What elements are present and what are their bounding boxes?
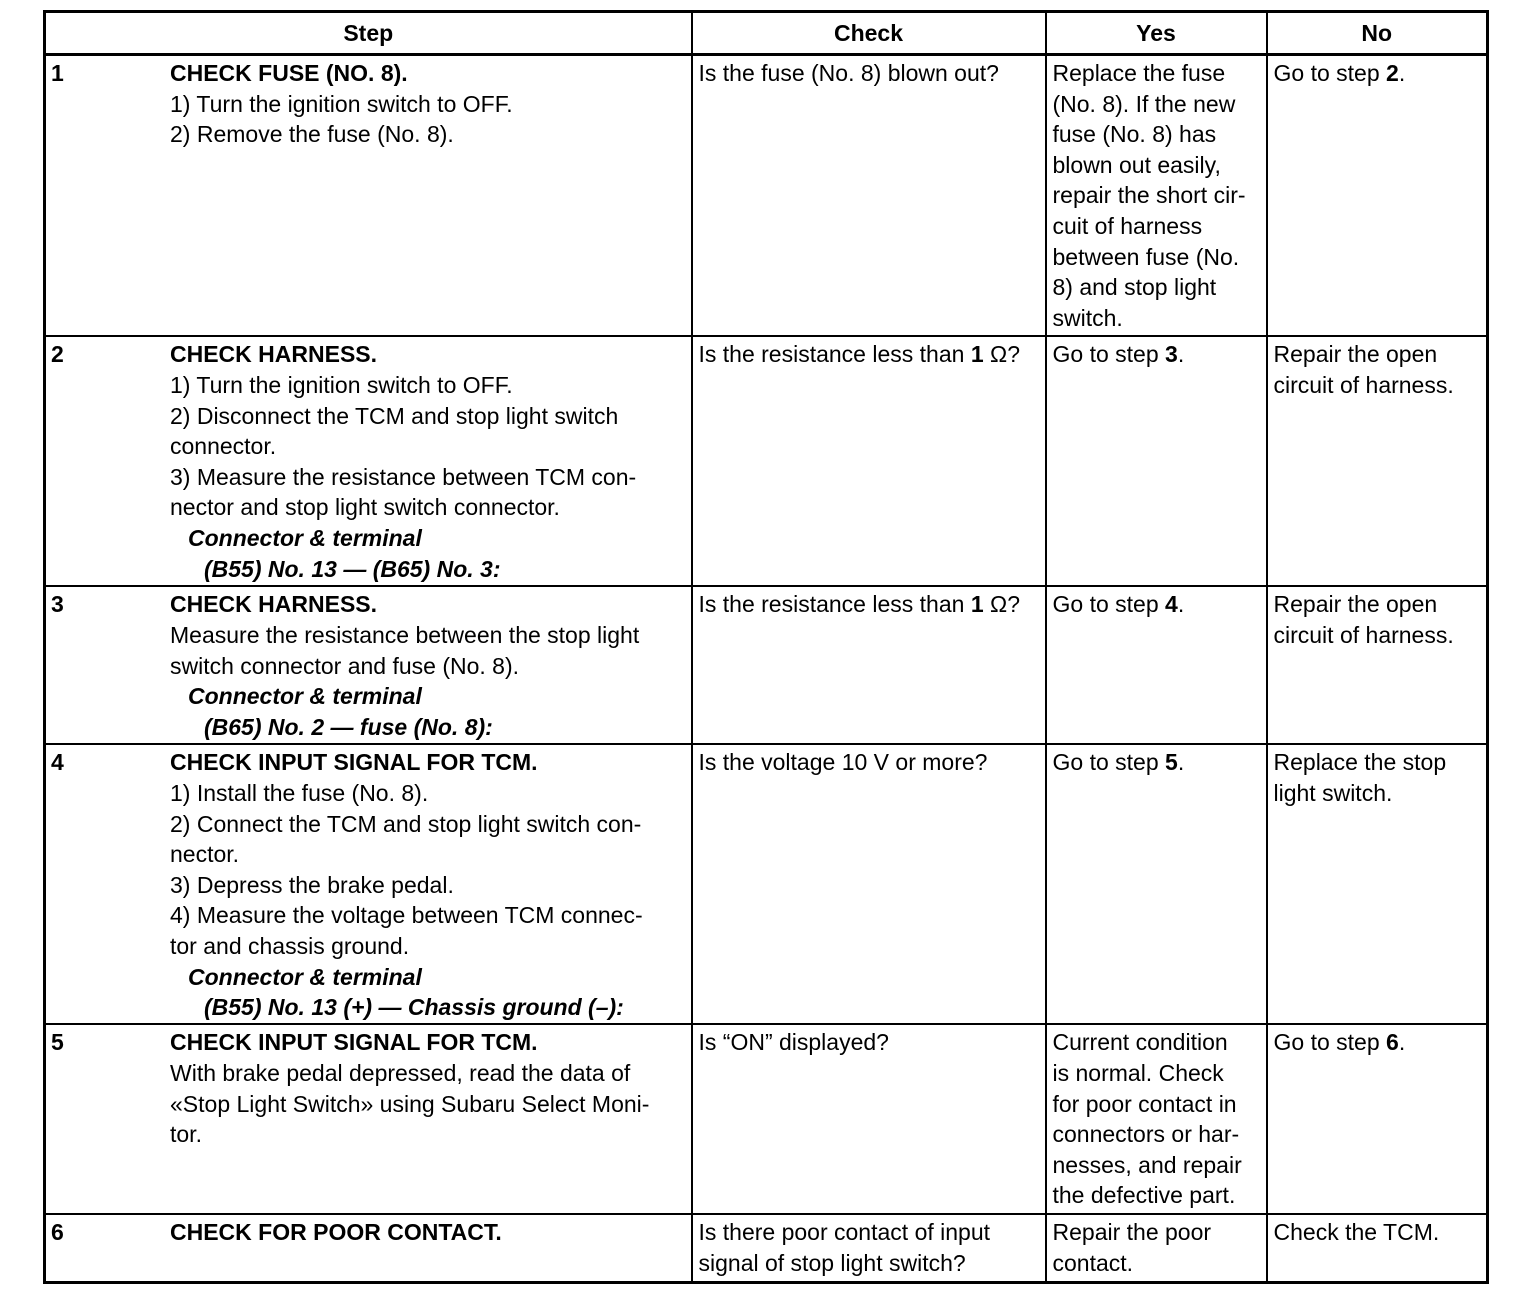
yes-line: is normal. Check: [1052, 1059, 1224, 1086]
header-step: Step: [45, 12, 692, 55]
check-text: Is “ON” displayed?: [698, 1029, 889, 1056]
yes-line: blown out easily,: [1052, 151, 1221, 178]
yes-text: Go to step: [1052, 749, 1166, 776]
yes-line: connectors or har-: [1052, 1121, 1240, 1148]
connector-value: (B55) No. 13 (+) — Chassis ground (–):: [204, 994, 624, 1021]
step-cell: [45, 744, 692, 1024]
yes-suffix: .: [1177, 341, 1185, 368]
connector-label: Connector & terminal: [188, 683, 422, 710]
step-title: CHECK INPUT SIGNAL FOR TCM.: [170, 1029, 538, 1056]
yes-line: fuse (No. 8) has: [1052, 121, 1217, 148]
check-suffix: Ω?: [983, 341, 1020, 368]
step-line: 1) Turn the ignition switch to OFF.: [170, 90, 513, 117]
check-value: 1: [970, 591, 984, 618]
diagnostic-table: [43, 10, 1489, 1284]
yes-cell: [1046, 336, 1267, 586]
no-suffix: .: [1398, 1029, 1406, 1056]
yes-line: 8) and stop light: [1052, 274, 1217, 301]
step-reference: 2: [1386, 60, 1399, 86]
check-cell: [692, 586, 1046, 744]
check-cell: [692, 336, 1046, 586]
check-value: 1: [970, 341, 984, 368]
check-suffix: Ω?: [983, 591, 1020, 618]
check-cell: [692, 55, 1046, 337]
no-text: Go to step: [1273, 1029, 1387, 1056]
step-line: 1) Turn the ignition switch to OFF.: [170, 371, 513, 398]
step-line: tor.: [170, 1121, 202, 1148]
step-cell: [45, 586, 692, 744]
step-title: CHECK FUSE (NO. 8).: [170, 60, 408, 86]
yes-cell: [1046, 1214, 1267, 1282]
yes-line: Replace the fuse: [1052, 60, 1226, 86]
step-number: 3: [51, 591, 64, 618]
connector-label: Connector & terminal: [188, 963, 422, 990]
header-no: No: [1267, 12, 1488, 55]
step-number: 6: [51, 1219, 64, 1246]
no-cell: [1267, 336, 1488, 586]
check-text: Is the voltage 10 V or more?: [698, 749, 988, 776]
check-text: Is the fuse (No. 8) blown out?: [698, 60, 999, 86]
step-title: CHECK HARNESS.: [170, 341, 378, 368]
table-row: [45, 1024, 1488, 1214]
yes-line: Current condition: [1052, 1029, 1228, 1056]
step-line: With brake pedal depressed, read the data of: [170, 1059, 631, 1086]
no-cell: [1267, 55, 1488, 337]
yes-line: repair the short cir-: [1052, 182, 1246, 209]
step-title: CHECK INPUT SIGNAL FOR TCM.: [170, 749, 538, 776]
yes-text: Go to step: [1052, 591, 1166, 618]
step-line: 3) Depress the brake pedal.: [170, 871, 454, 898]
yes-text: Go to step: [1052, 341, 1166, 368]
no-suffix: .: [1398, 60, 1406, 86]
yes-line: for poor contact in: [1052, 1090, 1237, 1117]
yes-line: contact.: [1052, 1249, 1134, 1276]
yes-line: nesses, and repair: [1052, 1151, 1242, 1178]
no-cell: [1267, 586, 1488, 744]
no-line: circuit of harness.: [1273, 621, 1454, 648]
step-cell: [45, 336, 692, 586]
step-reference: 3: [1165, 341, 1178, 368]
check-cell: [692, 744, 1046, 1024]
no-cell: [1267, 1214, 1488, 1282]
no-text: Go to step: [1273, 60, 1387, 86]
step-number: 5: [51, 1029, 64, 1056]
check-text: Is the resistance less than: [698, 591, 971, 618]
check-line: signal of stop light switch?: [698, 1249, 966, 1276]
check-cell: [692, 1214, 1046, 1282]
step-cell: [45, 1214, 692, 1282]
connector-value: (B65) No. 2 — fuse (No. 8):: [204, 713, 493, 740]
no-line: Repair the open: [1273, 591, 1438, 618]
step-line: «Stop Light Switch» using Subaru Select Moni-: [170, 1090, 650, 1117]
table-row: [45, 336, 1488, 586]
no-cell: [1267, 744, 1488, 1024]
step-number: 2: [51, 341, 64, 368]
step-line: 2) Connect the TCM and stop light switch con-: [170, 810, 642, 837]
check-text: Is the resistance less than: [698, 341, 971, 368]
step-number: 4: [51, 749, 64, 776]
step-reference: 4: [1165, 591, 1178, 618]
table-row: [45, 55, 1488, 337]
yes-cell: [1046, 586, 1267, 744]
step-line: connector.: [170, 433, 277, 460]
step-line: nector.: [170, 841, 240, 868]
yes-cell: [1046, 744, 1267, 1024]
no-line: Repair the open: [1273, 341, 1438, 368]
step-reference: 5: [1165, 749, 1178, 776]
step-cell: [45, 1024, 692, 1214]
no-line: Replace the stop: [1273, 749, 1447, 776]
table-row: [45, 744, 1488, 1024]
connector-value: (B55) No. 13 — (B65) No. 3:: [204, 555, 501, 582]
yes-suffix: .: [1177, 591, 1185, 618]
no-line: circuit of harness.: [1273, 371, 1454, 398]
yes-suffix: .: [1177, 749, 1185, 776]
step-line: 4) Measure the voltage between TCM connec-: [170, 902, 643, 929]
step-cell: [45, 55, 692, 337]
step-line: 3) Measure the resistance between TCM con-: [170, 463, 637, 490]
step-title: CHECK HARNESS.: [170, 591, 378, 618]
yes-line: cuit of harness: [1052, 212, 1203, 239]
header-check: Check: [692, 12, 1046, 55]
step-line: Measure the resistance between the stop light: [170, 621, 640, 648]
step-reference: 6: [1386, 1029, 1399, 1056]
no-cell: [1267, 1024, 1488, 1214]
yes-line: switch.: [1052, 304, 1123, 331]
table-row: [45, 586, 1488, 744]
step-line: 1) Install the fuse (No. 8).: [170, 779, 429, 806]
yes-cell: [1046, 55, 1267, 337]
table-row: [45, 1214, 1488, 1282]
step-number: 1: [51, 60, 64, 86]
step-line: tor and chassis ground.: [170, 932, 410, 959]
step-line: 2) Remove the fuse (No. 8).: [170, 121, 454, 148]
no-text: Check the TCM.: [1273, 1219, 1440, 1246]
step-title: CHECK FOR POOR CONTACT.: [170, 1219, 502, 1246]
check-cell: [692, 1024, 1046, 1214]
yes-line: the defective part.: [1052, 1182, 1236, 1209]
yes-cell: [1046, 1024, 1267, 1214]
check-line: Is there poor contact of input: [698, 1219, 991, 1246]
no-line: light switch.: [1273, 779, 1393, 806]
header-yes: Yes: [1046, 12, 1267, 55]
connector-label: Connector & terminal: [188, 524, 422, 551]
yes-line: Repair the poor: [1052, 1219, 1212, 1246]
step-line: switch connector and fuse (No. 8).: [170, 652, 519, 679]
step-line: nector and stop light switch connector.: [170, 494, 560, 521]
header-row: [45, 12, 1488, 55]
yes-line: between fuse (No.: [1052, 243, 1240, 270]
step-line: 2) Disconnect the TCM and stop light switch: [170, 402, 619, 429]
yes-line: (No. 8). If the new: [1052, 90, 1236, 117]
